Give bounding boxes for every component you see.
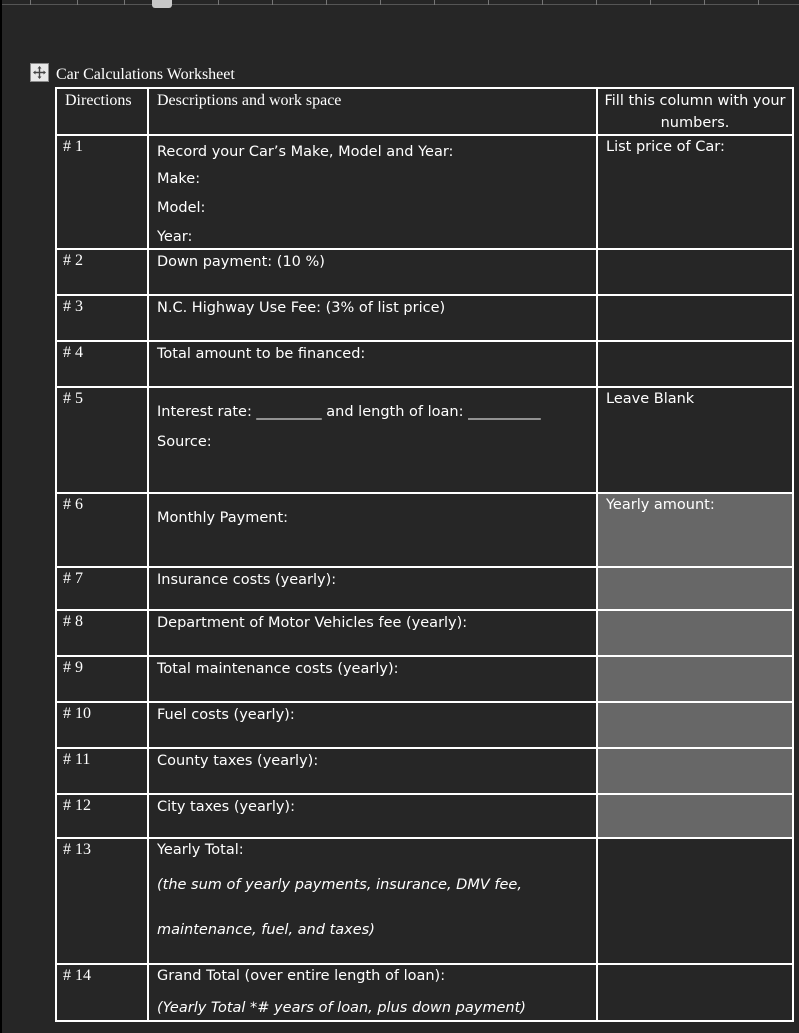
header-row	[56, 88, 793, 135]
description-line: Interest rate: _________ and length of loan: __________	[157, 404, 541, 420]
header-cell-descriptions	[148, 88, 597, 135]
direction-cell	[56, 493, 148, 567]
direction-number: # 6	[63, 496, 83, 513]
description-cell[interactable]	[148, 567, 597, 610]
ruler-tick	[326, 0, 327, 5]
move-arrows-icon	[32, 65, 47, 80]
ruler-tick	[758, 0, 759, 5]
description-cell[interactable]	[148, 748, 597, 794]
direction-number: # 10	[63, 705, 91, 722]
direction-cell	[56, 341, 148, 387]
direction-number: # 11	[63, 751, 91, 768]
fill-in-cell[interactable]	[597, 493, 793, 567]
fill-in-cell[interactable]	[597, 295, 793, 341]
description-cell[interactable]	[148, 295, 597, 341]
header-directions: Directions	[65, 92, 132, 109]
header-cell-directions	[56, 88, 148, 135]
description-line: Down payment: (10 %)	[157, 254, 325, 270]
worksheet-table	[55, 87, 794, 1022]
fill-in-cell[interactable]	[597, 794, 793, 838]
table-row	[56, 493, 793, 567]
fill-in-cell[interactable]	[597, 964, 793, 1021]
description-line: Total amount to be financed:	[157, 346, 366, 362]
ruler-tick	[77, 0, 78, 5]
fill-in-cell[interactable]	[597, 341, 793, 387]
ruler-tick	[30, 0, 31, 5]
description-line: Monthly Payment:	[157, 510, 289, 526]
fill-in-cell[interactable]	[597, 135, 793, 249]
direction-number: # 3	[63, 298, 83, 315]
description-cell[interactable]	[148, 341, 597, 387]
ruler-tick	[488, 0, 489, 5]
direction-cell	[56, 387, 148, 493]
description-cell[interactable]	[148, 838, 597, 964]
direction-cell	[56, 838, 148, 964]
fill-in-cell[interactable]	[597, 702, 793, 748]
direction-cell	[56, 748, 148, 794]
description-line: maintenance, fuel, and taxes)	[157, 922, 375, 938]
document-page	[2, 0, 799, 1033]
ruler-tick	[380, 0, 381, 5]
direction-cell	[56, 656, 148, 702]
direction-number: # 2	[63, 252, 83, 269]
table-row	[56, 748, 793, 794]
description-line: Model:	[157, 200, 206, 216]
description-line: (the sum of yearly payments, insurance, DMV fee,	[157, 877, 522, 893]
table-row	[56, 656, 793, 702]
description-cell[interactable]	[148, 656, 597, 702]
ruler-tick	[704, 0, 705, 5]
ruler-tick	[650, 0, 651, 5]
description-line: Make:	[157, 171, 201, 187]
direction-cell	[56, 794, 148, 838]
direction-cell	[56, 702, 148, 748]
fill-label: List price of Car:	[606, 139, 725, 155]
direction-number: # 13	[63, 841, 91, 858]
direction-cell	[56, 295, 148, 341]
direction-cell	[56, 135, 148, 249]
direction-cell	[56, 964, 148, 1021]
table-row	[56, 794, 793, 838]
description-line: Grand Total (over entire length of loan):	[157, 968, 446, 984]
description-cell[interactable]	[148, 387, 597, 493]
table-row	[56, 249, 793, 295]
description-cell[interactable]	[148, 794, 597, 838]
direction-cell	[56, 567, 148, 610]
direction-number: # 8	[63, 613, 83, 630]
ruler-tick	[542, 0, 543, 5]
fill-in-cell[interactable]	[597, 748, 793, 794]
description-line: Yearly Total:	[157, 842, 244, 858]
direction-cell	[56, 249, 148, 295]
ruler-tick	[434, 0, 435, 5]
description-line: Department of Motor Vehicles fee (yearly):	[157, 615, 468, 631]
direction-number: # 5	[63, 390, 83, 407]
description-line: Fuel costs (yearly):	[157, 707, 295, 723]
direction-number: # 12	[63, 797, 91, 814]
description-cell[interactable]	[148, 135, 597, 249]
direction-number: # 7	[63, 570, 83, 587]
description-cell[interactable]	[148, 964, 597, 1021]
fill-in-cell[interactable]	[597, 656, 793, 702]
table-row	[56, 567, 793, 610]
table-row	[56, 964, 793, 1021]
table-row	[56, 387, 793, 493]
direction-cell	[56, 610, 148, 656]
ruler-tick	[272, 0, 273, 5]
table-row	[56, 838, 793, 964]
description-cell[interactable]	[148, 610, 597, 656]
description-cell[interactable]	[148, 493, 597, 567]
description-line: Year:	[157, 229, 193, 245]
table-row	[56, 135, 793, 249]
table-row	[56, 341, 793, 387]
ruler-tick	[218, 0, 219, 5]
fill-in-cell[interactable]	[597, 387, 793, 493]
direction-number: # 14	[63, 967, 91, 984]
table-row	[56, 702, 793, 748]
description-line: Total maintenance costs (yearly):	[157, 661, 399, 677]
header-fill-column: Fill this column with your numbers.	[604, 93, 786, 131]
description-line: N.C. Highway Use Fee: (3% of list price)	[157, 300, 446, 316]
description-line: City taxes (yearly):	[157, 799, 295, 815]
fill-label: Yearly amount:	[606, 497, 715, 513]
table-row	[56, 610, 793, 656]
direction-number: # 1	[63, 138, 83, 155]
ruler-tick	[596, 0, 597, 5]
fill-in-cell[interactable]	[597, 567, 793, 610]
direction-number: # 4	[63, 344, 83, 361]
ruler-indent-marker[interactable]	[152, 0, 172, 8]
header-cell-fill	[597, 88, 793, 135]
fill-in-cell[interactable]	[597, 838, 793, 964]
worksheet-title: Car Calculations Worksheet	[56, 66, 235, 83]
fill-in-cell[interactable]	[597, 610, 793, 656]
ruler-tick	[124, 0, 125, 5]
table-row	[56, 295, 793, 341]
description-line: Record your Car’s Make, Model and Year:	[157, 144, 454, 160]
table-move-handle[interactable]	[30, 63, 49, 82]
description-line: (Yearly Total *# years of loan, plus down payment)	[157, 1000, 526, 1016]
direction-number: # 9	[63, 659, 83, 676]
ruler	[2, 0, 799, 5]
description-cell[interactable]	[148, 249, 597, 295]
description-line: County taxes (yearly):	[157, 753, 319, 769]
fill-in-cell[interactable]	[597, 249, 793, 295]
fill-label: Leave Blank	[606, 391, 695, 407]
description-cell[interactable]	[148, 702, 597, 748]
description-line: Source:	[157, 434, 212, 450]
description-line: Insurance costs (yearly):	[157, 572, 337, 588]
header-descriptions: Descriptions and work space	[157, 92, 342, 109]
